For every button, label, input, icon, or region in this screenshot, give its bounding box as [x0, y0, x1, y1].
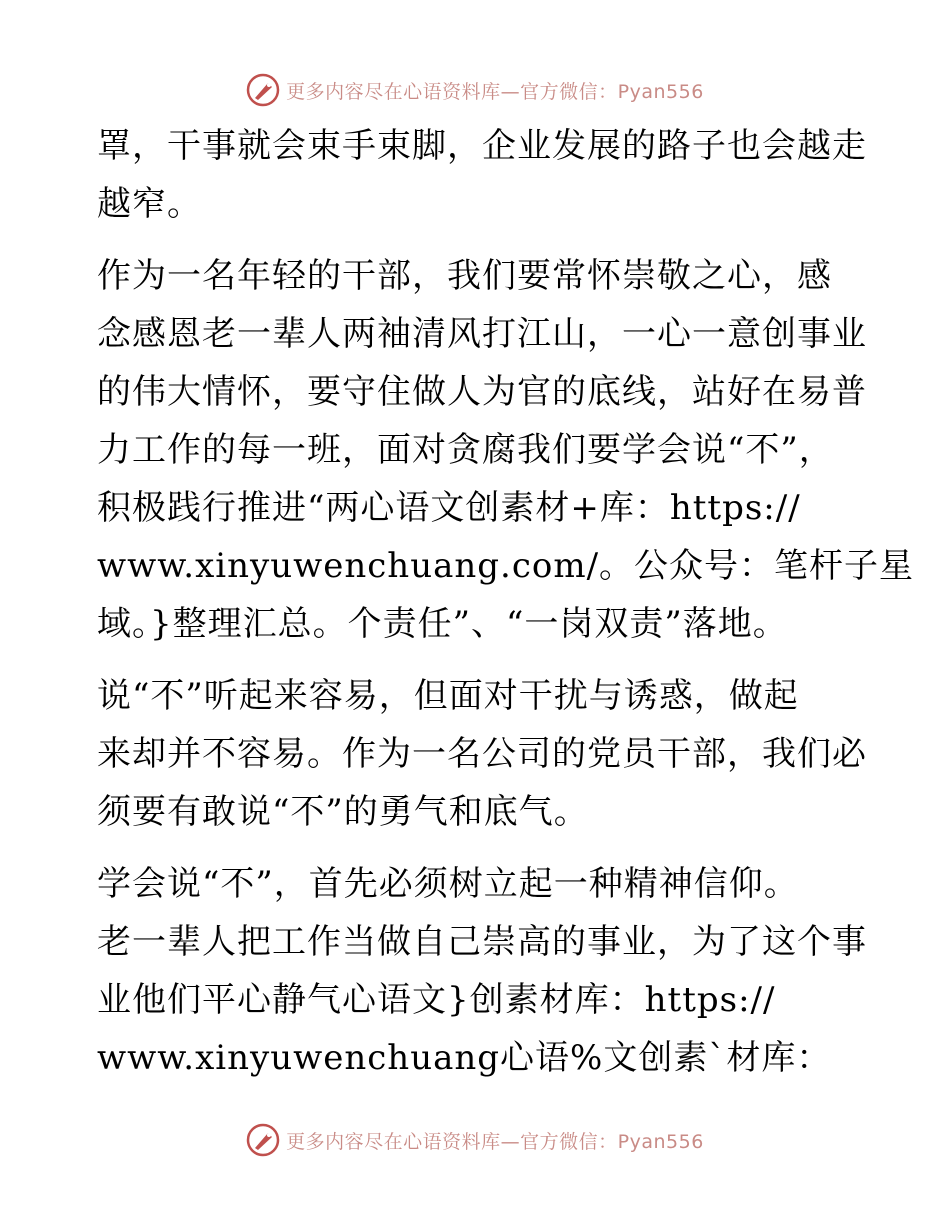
text-line: www.xinyuwenchuang.com/。公众号：笔杆子星 [97, 546, 915, 586]
text-line: www.xinyuwenchuang心语%文创素`材库： [97, 1038, 832, 1078]
paragraph-3 [97, 667, 867, 841]
paragraph-4 [97, 855, 867, 1087]
document-body [97, 117, 915, 1101]
header-banner-text: 更多内容尽在心语资料库—官方微信：Pyan556 [286, 80, 704, 103]
header-banner [0, 70, 950, 110]
pen-nib-logo-icon [246, 73, 280, 107]
paragraph-1 [97, 117, 867, 233]
text-line: 业他们平心静气心语文}创素材库：https:// [97, 980, 776, 1020]
text-line: 老一辈人把工作当做自己崇高的事业，为了这个事 [97, 922, 867, 962]
text-line: 须要有敢说“不”的勇气和底气。 [97, 792, 589, 832]
paragraph-2 [97, 247, 915, 653]
text-line: 力工作的每一班，面对贪腐我们要学会说“不”， [97, 430, 834, 470]
pen-nib-logo-icon [246, 1123, 280, 1157]
text-line: 罩，干事就会束手束脚，企业发展的路子也会越走 [97, 126, 867, 166]
text-line: 念感恩老一辈人两袖清风打江山，一心一意创事业 [97, 314, 867, 354]
text-line: 来却并不容易。作为一名公司的党员干部，我们必 [97, 734, 867, 774]
footer-banner [0, 1120, 950, 1160]
text-line: 作为一名年轻的干部，我们要常怀崇敬之心，感 [97, 256, 832, 296]
footer-banner-text: 更多内容尽在心语资料库—官方微信：Pyan556 [286, 1130, 704, 1153]
text-line: 学会说“不”，首先必须树立起一种精神信仰。 [97, 864, 799, 904]
text-line: 域。}整理汇总。个责任”、“一岗双责”落地。 [97, 604, 788, 644]
text-line: 说“不”听起来容易，但面对干扰与诱惑，做起 [97, 676, 799, 716]
text-line: 积极践行推进“两心语文创素材+库：https:// [97, 488, 801, 528]
text-line: 的伟大情怀，要守住做人为官的底线，站好在易普 [97, 372, 867, 412]
text-line: 越窄。 [97, 184, 202, 224]
